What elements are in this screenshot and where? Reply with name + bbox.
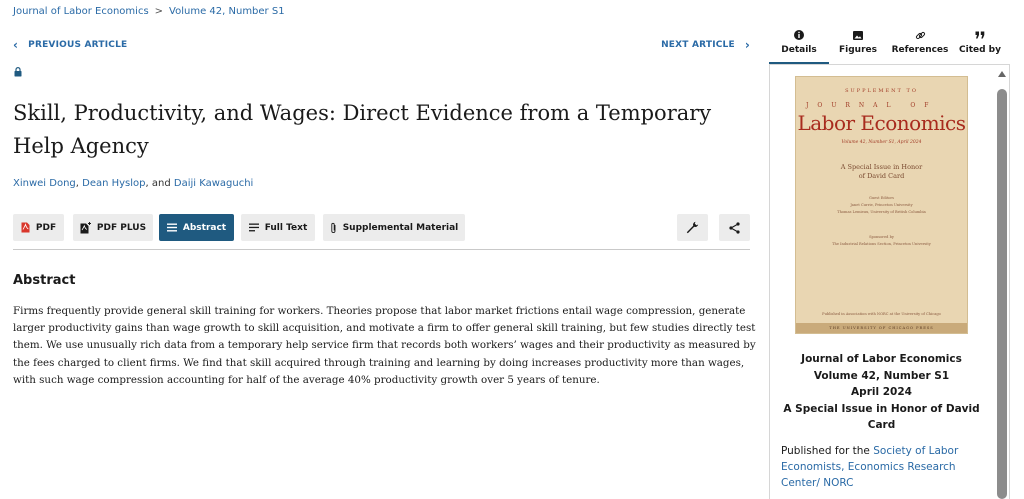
cover-sponsor-line-1: Sponsored by — [869, 235, 894, 239]
share-icon — [729, 222, 740, 234]
sidebar-tabs — [769, 26, 1024, 64]
cover-journal-of-text: JOURNAL OF — [806, 102, 938, 109]
previous-article-link[interactable] — [13, 39, 127, 51]
author-link[interactable]: Dean Hyslop — [82, 178, 146, 189]
abstract-text: Firms frequently provide general skill training for workers. Theories propose that labor market frictions entail wage compression, generate larger productivity gains than wage growth to skill acquisition, and motivate a firm to offer general skill training, but few studies directly test them. We use unusually rich data from a temporary help service firm that records both workers’ wages and their productivity as measured by the fees charged to client firms. We find that skill acquired through training and learning by doing increases productivity more than wages, with such wage compression accounting for half of the average 40% productivity growth over 5 years of tenure. — [13, 305, 756, 386]
cover-special-issue-text — [796, 163, 967, 181]
cover-editor-1: Janet Currie, Princeton University — [850, 203, 913, 207]
next-article-link[interactable] — [661, 39, 750, 51]
abstract-button-label: Abstract — [182, 222, 227, 233]
issue-date: April 2024 — [851, 386, 912, 398]
toolbar-divider — [13, 249, 750, 250]
published-for — [781, 443, 986, 491]
author-link[interactable]: Xinwei Dong — [13, 178, 76, 189]
cover-special-line-2: of David Card — [858, 172, 905, 180]
text-lines-icon — [249, 223, 259, 232]
cover-press-band: THE UNIVERSITY OF CHICAGO PRESS — [796, 323, 967, 333]
paperclip-icon — [330, 222, 337, 234]
scrollbar-thumb[interactable] — [997, 89, 1007, 499]
list-icon — [167, 223, 177, 232]
abstract-button[interactable] — [159, 214, 234, 241]
pdf-plus-button-label: PDF PLUS — [96, 222, 147, 233]
link-icon — [915, 28, 926, 42]
cover-volume-text: Volume 42, Number S1, April 2024 — [841, 140, 922, 145]
next-article-label: NEXT ARTICLE — [661, 40, 735, 50]
author-separator: , and — [145, 178, 174, 189]
tab-details[interactable] — [769, 26, 829, 64]
tab-details-label: Details — [781, 45, 817, 55]
published-for-prefix: Published for the — [781, 445, 874, 457]
cover-sponsor — [796, 234, 967, 248]
tab-cited-by[interactable] — [955, 26, 1005, 64]
supplemental-material-button-label: Supplemental Material — [342, 222, 459, 233]
chevron-right-icon: › — [744, 38, 750, 52]
breadcrumb-separator: > — [154, 6, 164, 17]
abstract-heading: Abstract — [13, 273, 76, 288]
cover-title: Labor Economics — [797, 111, 966, 135]
pdf-file-icon — [21, 222, 30, 233]
article-navigation — [13, 39, 750, 53]
lock-icon — [14, 67, 22, 77]
tab-cited-by-label: Cited by — [959, 45, 1001, 55]
issue-volume: Volume 42, Number S1 — [813, 369, 950, 382]
tab-figures[interactable] — [832, 26, 884, 64]
breadcrumb-journal-link[interactable]: Journal of Labor Economics — [13, 6, 149, 17]
article-title: Skill, Productivity, and Wages: Direct Evidence from a Temporary Help Agency — [13, 101, 712, 158]
pdf-plus-button[interactable] — [73, 214, 153, 241]
cover-special-line-1: A Special Issue in Honor — [840, 163, 923, 171]
pdf-button-label: PDF — [35, 222, 57, 233]
share-button[interactable] — [719, 214, 750, 241]
info-icon — [794, 28, 804, 42]
pdf-button[interactable] — [13, 214, 64, 241]
previous-article-label: PREVIOUS ARTICLE — [28, 40, 128, 50]
cover-sponsor-line-2: The Industrial Relations Section, Princeton University — [832, 242, 931, 246]
sidebar-scrollbar[interactable] — [995, 71, 1009, 499]
wrench-icon — [686, 221, 699, 234]
full-text-button-label: Full Text — [264, 222, 308, 233]
author-separator: , — [75, 178, 83, 189]
cover-supplement-text: SUPPLEMENT TO — [845, 88, 918, 94]
issue-cover-image[interactable] — [795, 76, 968, 334]
issue-info — [781, 351, 982, 434]
tab-references[interactable] — [889, 26, 951, 64]
author-link[interactable]: Daiji Kawaguchi — [173, 178, 254, 189]
cover-editor-2: Thomas Lemieux, University of British Columbia — [837, 210, 926, 214]
issue-special-title: A Special Issue in Honor of David Card — [783, 402, 980, 431]
scroll-up-arrow-icon[interactable] — [998, 71, 1006, 77]
quote-icon — [975, 28, 985, 42]
tab-references-label: References — [891, 45, 949, 55]
society-link[interactable]: Society of Labor Economists, Economics Research Center/ NORC — [781, 445, 959, 489]
issue-journal-name: Journal of Labor Economics — [801, 353, 962, 365]
cover-editors — [796, 195, 967, 216]
breadcrumb-issue-link[interactable]: Volume 42, Number S1 — [169, 6, 285, 17]
cover-association-text: Published in Association with NORC at the University of Chicago — [822, 312, 941, 316]
breadcrumb — [13, 6, 285, 17]
pdf-plus-icon — [80, 222, 91, 234]
full-text-button[interactable] — [241, 214, 315, 241]
author-list — [13, 178, 253, 189]
cover-editors-heading: Guest Editors — [869, 196, 894, 200]
chevron-left-icon: ‹ — [13, 38, 19, 52]
tab-figures-label: Figures — [839, 45, 877, 55]
image-icon — [853, 28, 863, 42]
tools-button[interactable] — [677, 214, 708, 241]
supplemental-material-button[interactable] — [323, 214, 465, 241]
